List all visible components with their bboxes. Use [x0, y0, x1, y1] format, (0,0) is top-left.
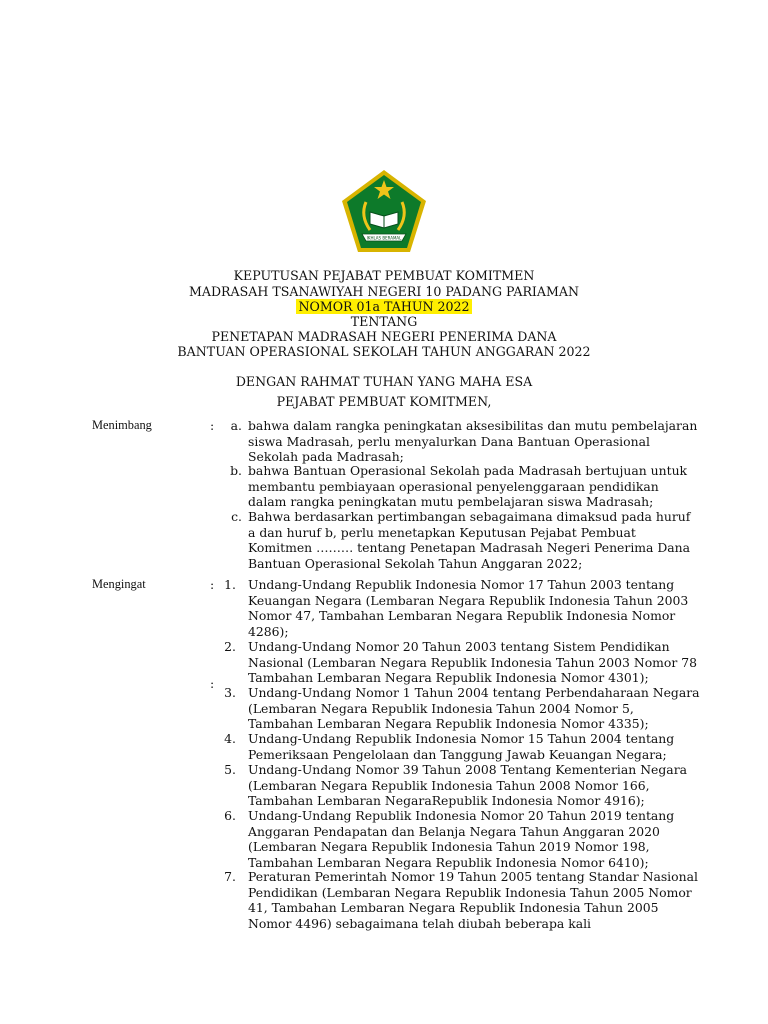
header-subject-2: BANTUAN OPERASIONAL SEKOLAH TAHUN ANGGARAN 2022: [177, 344, 591, 359]
menimbang-marker: a.: [230, 418, 242, 433]
header-school: MADRASAH TSANAWIYAH NEGERI 10 PADANG PARIAMAN: [188, 284, 580, 299]
mengingat-marker: 2.: [224, 639, 236, 654]
mengingat-text: Peraturan Pemerintah Nomor 19 Tahun 2005 tentang Standar Nasional Pendidikan (Lembaran Negara Republik Indonesia Tahun 2005 Nomor 41, Tambahan Lembaran Negara Republik Indonesia Tahun 2005 Nomor 4496) sebagaimana telah diubah beberapa kali: [248, 869, 698, 931]
mengingat-text: Undang-Undang Republik Indonesia Nomor 20 Tahun 2019 tentang Anggaran Pendapatan dan Belanja Negara Tahun Anggaran 2020 (Lembaran Negara Republik Indonesia Tahun 2019 Nomor 198, Tambahan Lembaran Negara Republik Indonesia Nomor 6410);: [248, 808, 675, 870]
preamble-rahmat: DENGAN RAHMAT TUHAN YANG MAHA ESA: [235, 374, 533, 389]
mengingat-marker: 6.: [224, 808, 236, 823]
menimbang-text: bahwa dalam rangka peningkatan aksesibilitas dan mutu pembelajaran siswa Madrasah, perlu menyalurkan Dana Bantuan Operasional Sekolah pada Madrasah;: [248, 418, 698, 464]
kemenag-logo: [340, 168, 428, 256]
mengingat-text: Undang-Undang Nomor 39 Tahun 2008 Tentang Kementerian Negara (Lembaran Negara Republik Indonesia Tahun 2008 Nomor 166, Tambahan Lembaran NegaraRepublik Indonesia Nomor 4916);: [248, 762, 688, 808]
header-number-wrap: [0, 299, 768, 315]
mengingat-marker: 7.: [224, 869, 236, 884]
header-number: NOMOR 01a TAHUN 2022: [298, 299, 470, 314]
preamble-pejabat: PEJABAT PEMBUAT KOMITMEN,: [276, 394, 492, 409]
menimbang-marker: b.: [230, 463, 242, 478]
mengingat-colon: :: [210, 577, 215, 592]
menimbang-label: Menimbang: [92, 418, 152, 432]
menimbang-marker: c.: [231, 509, 242, 524]
header-tentang: TENTANG: [350, 314, 418, 329]
header-subject-1: PENETAPAN MADRASAH NEGERI PENERIMA DANA: [211, 329, 557, 344]
mengingat-text: Undang-Undang Nomor 20 Tahun 2003 tentang Sistem Pendidikan Nasional (Lembaran Negara Republik Indonesia Tahun 2003 Nomor 78 Tambahan Lembaran Negara Republik Indonesia Nomor 4301);: [248, 639, 697, 685]
mengingat-label: Mengingat: [92, 577, 146, 591]
mengingat-marker: 5.: [224, 762, 236, 777]
menimbang-text: Bahwa berdasarkan pertimbangan sebagaimana dimaksud pada huruf a dan huruf b, perlu menetapkan Keputusan Pejabat Pembuat Komitmen ……… tentang Penetapan Madrasah Negeri Penerima Dana Bantuan Operasional Sekolah Tahun Anggaran 2022;: [248, 509, 691, 571]
mengingat-marker: 3.: [224, 685, 236, 700]
mengingat-text: Undang-Undang Nomor 1 Tahun 2004 tentang Perbendaharaan Negara (Lembaran Negara Republik Indonesia Tahun 2004 Nomor 5, Tambahan Lembaran Negara Republik Indonesia Nomor 4335);: [248, 685, 700, 731]
mengingat-text: Undang-Undang Republik Indonesia Nomor 15 Tahun 2004 tentang Pemeriksaan Pengelolaan dan Tanggung Jawab Keuangan Negara;: [248, 731, 675, 762]
menimbang-colon: :: [210, 418, 215, 433]
mengingat-marker: 4.: [224, 731, 236, 746]
mengingat-text: Undang-Undang Republik Indonesia Nomor 17 Tahun 2003 tentang Keuangan Negara (Lembaran Negara Republik Indonesia Tahun 2003 Nomor 47, Tambahan Lembaran Negara Republik Indonesia Nomor 4286);: [248, 577, 689, 639]
header-title: KEPUTUSAN PEJABAT PEMBUAT KOMITMEN: [233, 268, 535, 283]
mengingat-marker: 1.: [224, 577, 236, 592]
menimbang-text: bahwa Bantuan Operasional Sekolah pada Madrasah bertujuan untuk membantu pembiayaan operasional penyelenggaraan pendidikan dalam rangka peningkatan mutu pembelajaran siswa Madrasah;: [248, 463, 688, 509]
logo-ribbon-text: IKHLAS BERAMAL: [366, 235, 402, 241]
mengingat-stray-colon: :: [210, 676, 215, 691]
